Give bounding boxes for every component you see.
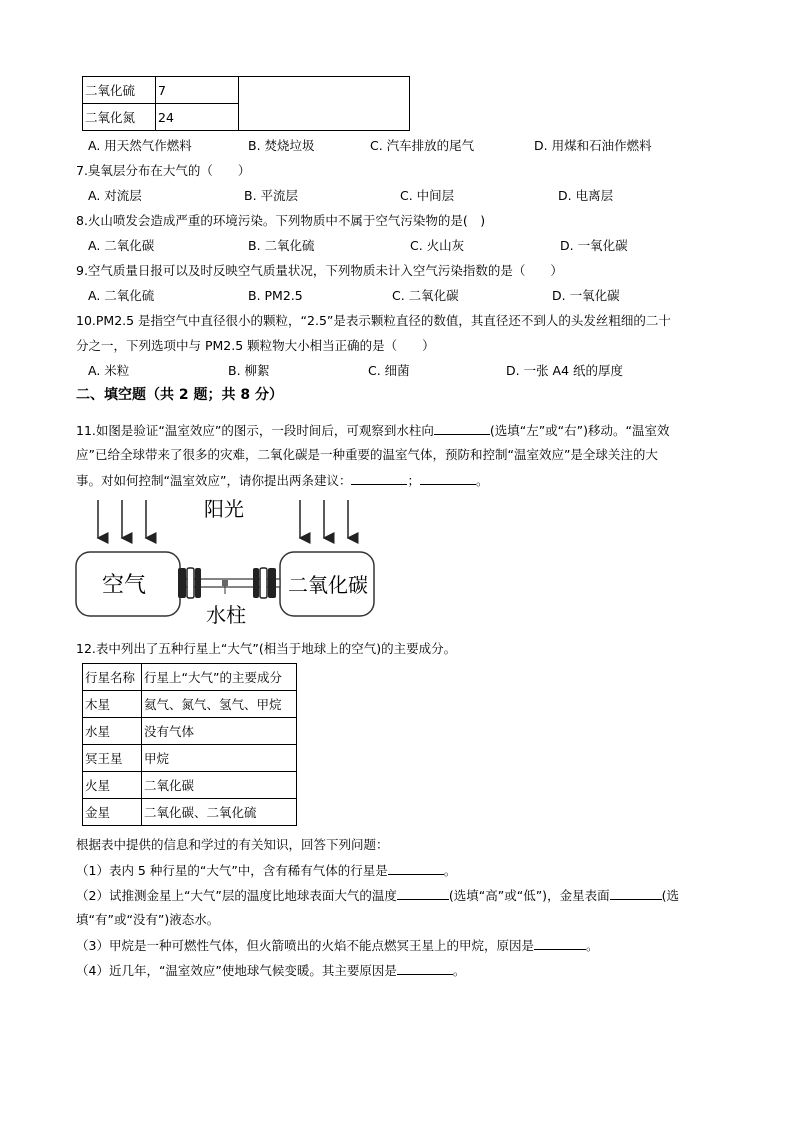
air-label: 空气: [101, 573, 147, 598]
q6-option-b: B. 焚烧垃圾: [248, 138, 315, 153]
q10-option-b: B. 柳絮: [228, 363, 270, 378]
q6-option-a: A. 用天然气作燃料: [88, 138, 192, 153]
table-cell: 二氧化硫: [83, 77, 156, 104]
q11-text: (选填“左”或“右”)移动。“温室效: [489, 423, 670, 438]
table-row: [83, 772, 297, 799]
q11-text: 11.如图是验证“温室效应”的图示，一段时间后，可观察到水柱向: [76, 423, 434, 438]
q12-text: (选填“高”或“低”)，金星表面: [448, 888, 610, 903]
answer-blank[interactable]: [610, 887, 662, 900]
answer-blank[interactable]: [397, 887, 449, 900]
table-row: [83, 691, 297, 718]
answer-blank[interactable]: [351, 472, 407, 485]
q6-option-d: D. 用煤和石油作燃料: [534, 138, 652, 153]
sunlight-label: 阳光: [204, 497, 244, 521]
q8-stem: 8.火山喷发会造成严重的环境污染。下列物质中不属于空气污染物的是( ): [76, 213, 486, 228]
table-cell: 甲烷: [142, 745, 297, 772]
table-cell: 金星: [83, 799, 142, 826]
q12-after: 根据表中提供的信息和学过的有关知识，回答下列问题：: [76, 837, 389, 852]
co2-label: 二氧化碳: [288, 573, 368, 597]
table-cell: 没有气体: [142, 718, 297, 745]
q7-option-b: B. 平流层: [244, 188, 299, 203]
q12-text: （3）甲烷是一种可燃性气体，但火箭喷出的火焰不能点燃冥王星上的甲烷，原因是: [76, 938, 534, 953]
q12-text: （2）试推测金星上“大气”层的温度比地球表面大气的温度: [76, 888, 397, 903]
q11-line1: [76, 422, 669, 439]
q11-text: 。: [475, 473, 489, 488]
table-cell: 火星: [83, 772, 142, 799]
q10-option-d: D. 一张 A4 纸的厚度: [506, 363, 624, 378]
q11-line3: [76, 472, 488, 489]
planet-table: [82, 663, 297, 826]
table-cell: 二氧化碳、二氧化硫: [142, 799, 297, 826]
q12-text: 。: [585, 938, 599, 953]
q12-text: （1）表内 5 种行星的“大气”中，含有稀有气体的行星是: [76, 863, 388, 878]
q12-sub2-cont: 填“有”或“没有”)液态水。: [76, 912, 220, 927]
table-cell: 冥王星: [83, 745, 142, 772]
q12-intro: 12.表中列出了五种行星上“大气”(相当于地球上的空气)的主要成分。: [76, 641, 457, 656]
table-row: [83, 718, 297, 745]
q10-option-c: C. 细菌: [368, 363, 410, 378]
q12-text: 。: [443, 863, 457, 878]
q9-stem: 9.空气质量日报可以及时反映空气质量状况，下列物质未计入空气污染指数的是（ ）: [76, 263, 563, 278]
table-header-row: [83, 664, 297, 691]
left-stopper: [178, 568, 201, 598]
right-stopper: [253, 568, 276, 598]
q8-option-b: B. 二氧化硫: [248, 238, 315, 253]
water-column-label: 水柱: [206, 603, 246, 627]
table-cell: 二氧化氮: [83, 104, 156, 131]
q7-option-d: D. 电离层: [558, 188, 614, 203]
q8-option-c: C. 火山灰: [410, 238, 465, 253]
q6-option-c: C. 汽车排放的尾气: [370, 138, 475, 153]
q12-text: (选: [661, 888, 679, 903]
q10-stem-line2: 分之一，下列选项中与 PM2.5 颗粒物大小相当正确的是（ ）: [76, 338, 435, 353]
answer-blank[interactable]: [420, 472, 476, 485]
answer-blank[interactable]: [434, 422, 490, 435]
q10-option-a: A. 米粒: [88, 363, 130, 378]
q12-sub3: [76, 937, 598, 954]
section-title: 二、填空题（共 2 题；共 8 分）: [76, 387, 283, 403]
q7-option-c: C. 中间层: [400, 188, 455, 203]
q9-option-a: A. 二氧化硫: [88, 288, 155, 303]
q10-stem-line1: 10.PM2.5 是指空气中直径很小的颗粒，“2.5”是表示颗粒直径的数值，其直径还不到人的头发丝粗细的二十: [76, 313, 671, 328]
answer-blank[interactable]: [388, 862, 444, 875]
q12-text: （4）近几年，“温室效应”使地球气候变暖。其主要原因是: [76, 963, 397, 978]
q9-option-b: B. PM2.5: [248, 288, 303, 303]
q12-text: 。: [452, 963, 466, 978]
q7-stem: 7.臭氧层分布在大气的（ ）: [76, 163, 251, 178]
q8-option-a: A. 二氧化碳: [88, 238, 155, 253]
q8-option-d: D. 一氧化碳: [560, 238, 628, 253]
table-cell: 二氧化碳: [142, 772, 297, 799]
q12-sub2: [76, 887, 679, 904]
table-cell: 24: [156, 104, 239, 131]
table-header-cell: 行星名称: [83, 664, 142, 691]
table-cell: 氦气、氮气、氢气、甲烷: [142, 691, 297, 718]
q7-option-a: A. 对流层: [88, 188, 142, 203]
q12-sub4: [76, 962, 465, 979]
table-cell: 7: [156, 77, 239, 104]
table-row: [83, 799, 297, 826]
q11-text: ；: [407, 473, 420, 488]
pollutant-table: [82, 76, 410, 131]
table-cell: 木星: [83, 691, 142, 718]
table-cell: [239, 77, 410, 131]
q11-line2: 应”已给全球带来了很多的灾难，二氧化碳是一种重要的温室气体，预防和控制“温室效应”是全球关注的大: [76, 447, 658, 462]
greenhouse-figure: [74, 494, 376, 628]
table-row: [83, 745, 297, 772]
q9-option-c: C. 二氧化碳: [392, 288, 459, 303]
table-row: [83, 77, 410, 104]
answer-blank[interactable]: [534, 937, 586, 950]
answer-blank[interactable]: [397, 962, 453, 975]
table-header-cell: 行星上“大气”的主要成分: [142, 664, 297, 691]
table-cell: 水星: [83, 718, 142, 745]
q12-sub1: [76, 862, 456, 879]
q9-option-d: D. 一氧化碳: [552, 288, 620, 303]
q11-text: 事。对如何控制“温室效应”，请你提出两条建议：: [76, 473, 352, 488]
